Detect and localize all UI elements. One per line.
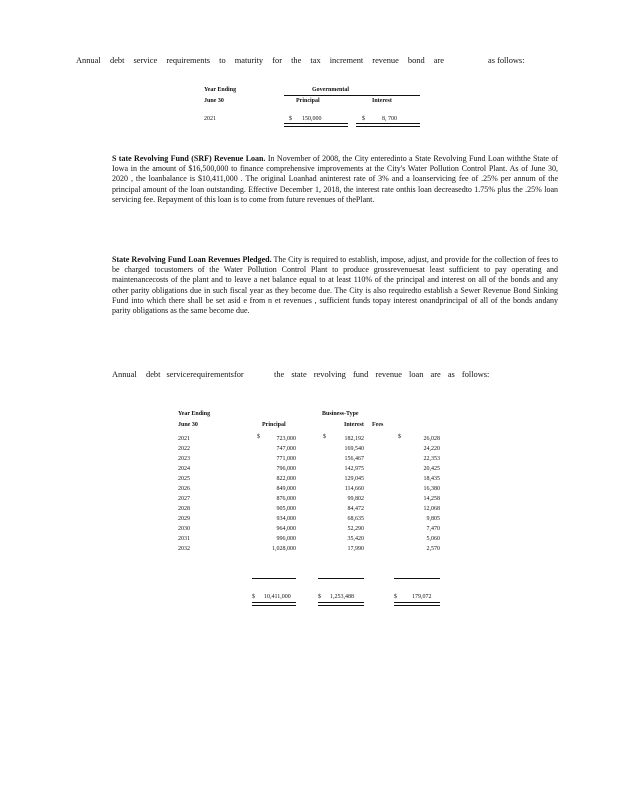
t1-col-principal: Principal: [296, 98, 320, 104]
t2-fees-cell: 22,353: [423, 456, 440, 462]
t2-year-cell: 2024: [178, 466, 190, 472]
t2-year-cell: 2022: [178, 446, 190, 452]
t2-interest-cell: 35,420: [347, 536, 364, 542]
t2-total-principal: 10,411,000: [264, 594, 291, 600]
srf-loan-paragraph: [112, 154, 558, 205]
t2-fees-column: [394, 434, 440, 554]
t2-group-header: Business-Type: [322, 411, 359, 417]
t2-interest-cell: 99,802: [347, 496, 364, 502]
t2-year-cell: 2021: [178, 436, 190, 442]
pledged-title: State Revolving Fund Loan Revenues Pledged.: [112, 255, 272, 264]
t2-total-fees: 179,072: [412, 594, 432, 600]
t2-interest-cell: 169,540: [344, 446, 364, 452]
t2-fees-cell: 2,570: [426, 546, 440, 552]
t2-fees-cell: 7,470: [426, 526, 440, 532]
t2-principal-cell: 849,000: [276, 486, 296, 492]
t2-interest-cell: 114,660: [344, 486, 364, 492]
t2-fees-total-rule: [394, 602, 440, 606]
t1-row-year: 2021: [204, 116, 216, 122]
t1-interest-double-rule: [356, 123, 420, 127]
t2-year-cell: 2027: [178, 496, 190, 502]
t2-principal-cell: 747,000: [276, 446, 296, 452]
t2-fees-cell: 12,068: [423, 506, 440, 512]
t2-interest-cell: 17,990: [347, 546, 364, 552]
t2-interest-cell: 84,472: [347, 506, 364, 512]
t2-principal-cell: 723,000: [276, 436, 296, 442]
t2-fees-cell: 14,258: [423, 496, 440, 502]
intro-tail: as follows:: [488, 56, 525, 65]
t2-col-year-1: Year Ending: [178, 411, 211, 417]
t2-principal-cell: 964,000: [276, 526, 296, 532]
t2-interest-cell: 142,975: [344, 466, 364, 472]
t2-interest-cell: 156,467: [344, 456, 364, 462]
t2-principal-cell: 905,000: [276, 506, 296, 512]
t2-year-cell: 2031: [178, 536, 190, 542]
t2-interest-cell: 182,192: [344, 436, 364, 442]
t1-group-header: Governmental: [312, 87, 349, 93]
t2-interest-cell: 68,635: [347, 516, 364, 522]
t2-fees-cell: 16,380: [423, 486, 440, 492]
t2-principal-cell: 796,000: [276, 466, 296, 472]
t2-year-cell: 2029: [178, 516, 190, 522]
t2-total-fees-dollar: $: [394, 594, 397, 600]
t2-fees-cell: 26,028: [423, 436, 440, 442]
t2-col-year-2: June 30: [178, 422, 198, 428]
t2-fees-cell: 24,220: [423, 446, 440, 452]
annual2-tail: the state revolving fund revenue loan are as follows:: [274, 370, 490, 379]
t2-interest-total-rule: [318, 602, 364, 606]
srf-loan-title: S tate Revolving Fund (SRF) Revenue Loan.: [112, 154, 266, 163]
intro-annual: Annual: [76, 56, 101, 65]
t1-principal-double-rule: [284, 123, 348, 127]
t2-years-column: [178, 434, 190, 554]
t2-principal-cell: 1,028,000: [272, 546, 296, 552]
t1-group-rule: [284, 95, 420, 96]
t2-interest-subtotal-rule: [318, 578, 364, 579]
t2-fees-dollar: $: [398, 434, 401, 440]
pledged-body: The City is required to establish, impose, adjust, and provide for the collection of fees to be charged tocustomers of the Water Pollution Control Plant to produce grossrevenuesat least sufficient to pay operating and maintenancecosts of the plant and to leave a net balance equal to at least 110% of the principal and interest on all of the bonds and any other parity obligations due in such fiscal year as they become due. The City is also requiredto establish a Sewer Revenue Bond Sinking Fund into which there shall be set asid e from n et revenues , sufficient funds topay interest onandprincipal of all of the bonds andany parity obligations as the same become due.: [112, 255, 558, 316]
t1-row-interest: 8, 700: [382, 116, 397, 122]
t2-principal-cell: 996,000: [276, 536, 296, 542]
annual2-text: debt servicerequirementsfor: [146, 370, 244, 379]
t2-principal-cell: 934,000: [276, 516, 296, 522]
t2-total-principal-dollar: $: [252, 594, 255, 600]
t2-fees-cell: 18,435: [423, 476, 440, 482]
t2-fees-cell: 20,425: [423, 466, 440, 472]
t2-interest-cell: 129,045: [344, 476, 364, 482]
t2-fees-subtotal-rule: [394, 578, 440, 579]
t2-fees-cell: 5,060: [426, 536, 440, 542]
t2-col-fees: Fees: [372, 422, 384, 428]
t2-principal-column: [252, 434, 296, 554]
t1-row-principal: 150,000: [302, 116, 322, 122]
annual2-annual: Annual: [112, 370, 137, 379]
t2-interest-cell: 52,290: [347, 526, 364, 532]
t2-year-cell: 2026: [178, 486, 190, 492]
t1-col-interest: Interest: [372, 98, 392, 104]
t2-principal-cell: 771,000: [276, 456, 296, 462]
t2-fees-cell: 9,805: [426, 516, 440, 522]
t1-col-year-2: June 30: [204, 98, 224, 104]
t2-principal-cell: 876,000: [276, 496, 296, 502]
pledged-paragraph: [112, 255, 558, 316]
t2-total-interest-dollar: $: [318, 594, 321, 600]
t2-year-cell: 2032: [178, 546, 190, 552]
t1-row-interest-dollar: $: [362, 116, 365, 122]
t2-principal-total-rule: [252, 602, 296, 606]
t2-col-principal: Principal: [262, 422, 286, 428]
t2-principal-cell: 822,000: [276, 476, 296, 482]
t2-year-cell: 2025: [178, 476, 190, 482]
t2-principal-dollar: $: [257, 434, 260, 440]
t2-year-cell: 2028: [178, 506, 190, 512]
t2-year-cell: 2023: [178, 456, 190, 462]
t2-principal-subtotal-rule: [252, 578, 296, 579]
intro-text: debt service requirements to maturity for the tax increment revenue bond are: [110, 56, 444, 65]
t2-col-interest: Interest: [344, 422, 364, 428]
t2-year-cell: 2030: [178, 526, 190, 532]
t1-row-principal-dollar: $: [289, 116, 292, 122]
srf-loan-body: In November of 2008, the City enteredinto a State Revolving Fund Loan withthe State of Iowa in the amount of $16,500,000 to finance comprehensive improvements at the City's Water Pollution Control Plant. As of June 30, 2020 , the loanbalance is $10,411,000 . The original Loanhad aninterest rate of 3% and a loanservicing fee of .25% per annum of the principal amount of the loan outstanding. Effective December 1, 2018, the interest rate onthis loan decreasedto 1.75% plus the .25% loan servicing fee. Repayment of this loan is to come from future revenues of thePlant.: [112, 154, 559, 204]
t2-interest-dollar: $: [323, 434, 326, 440]
t2-total-interest: 1,253,488: [330, 594, 354, 600]
t1-col-year-1: Year Ending: [204, 87, 237, 93]
t2-interest-column: [318, 434, 364, 554]
